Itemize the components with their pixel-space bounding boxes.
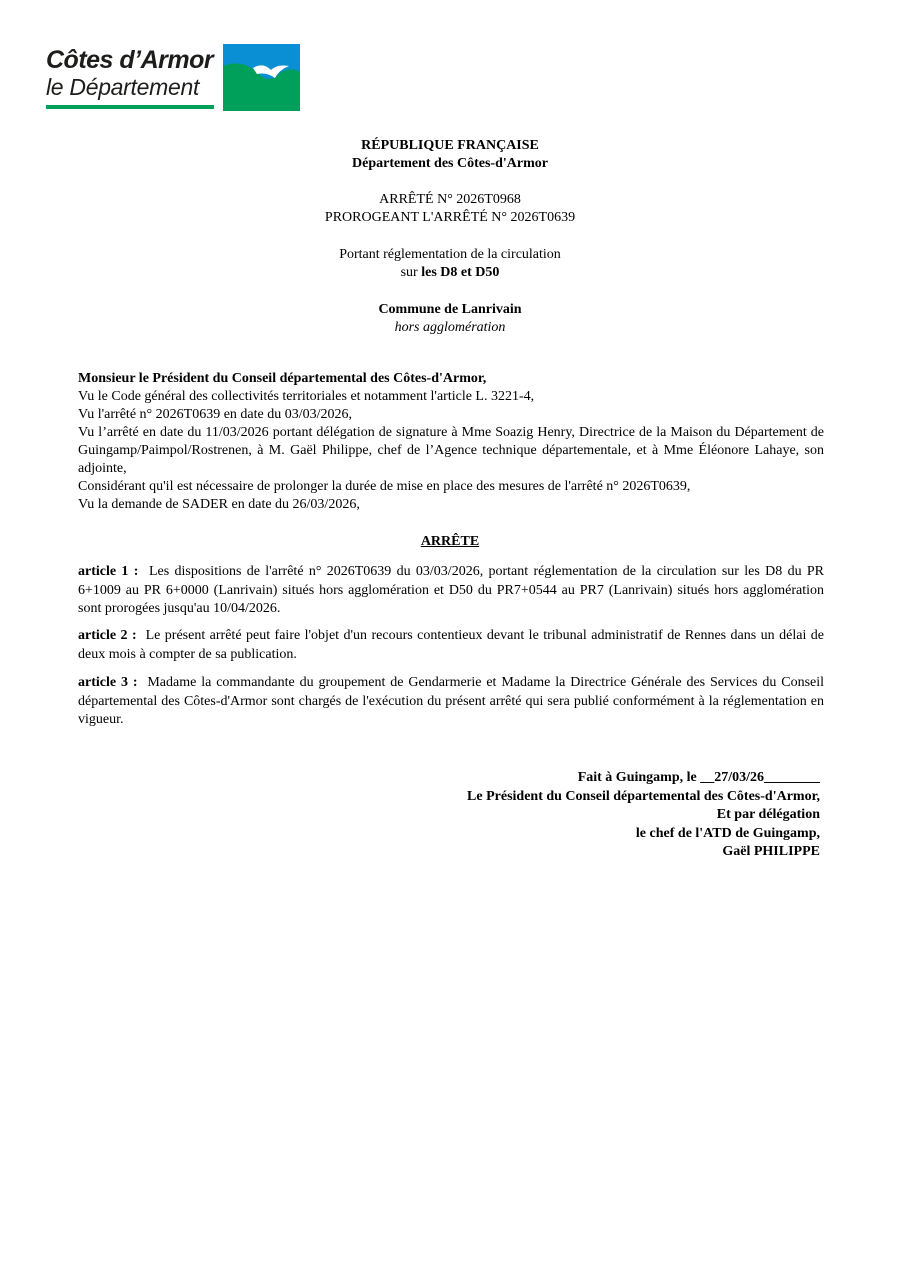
president-line: Monsieur le Président du Conseil départemental des Côtes-d'Armor, <box>78 371 487 386</box>
vu-line: Vu l’arrêté en date du 11/03/2026 portant délégation de signature à Mme Soazig Henry, Directrice de la Maison du Département de Guingamp/Paimpol/Rostrenen, à M. Gaël Philippe, chef de l’Agence technique départementale, et à Mme Éléonore Lahaye, son adjointe, <box>78 425 824 476</box>
department-title: Département des Côtes-d'Armor <box>352 156 548 171</box>
signatory-title: Le Président du Conseil départemental des Côtes-d'Armor, <box>467 788 820 804</box>
subject-prefix: sur <box>400 265 422 280</box>
prorogeant-line: PROROGEANT L'ARRÊTÉ N° 2026T0639 <box>324 210 576 225</box>
article-text: Les dispositions de l'arrêté n° 2026T0639 du 03/03/2026, portant réglementation de la circulation sur les D8 du PR 6+1009 au PR 6+0000 (Lanrivain) situés hors agglomération et D50 du PR7+0544 au PR7 (Lanrivain) situés hors agglomération sont prorogées jusqu'au 10/04/2026. <box>78 564 825 616</box>
vu-line: Vu l'arrêté n° 2026T0639 en date du 03/03/2026, <box>78 407 352 422</box>
republic-title: RÉPUBLIQUE FRANÇAISE <box>361 138 539 153</box>
logo-title: Côtes d’Armor <box>46 46 214 74</box>
arrete-title: ARRÊTE <box>420 534 480 549</box>
vu-line: Vu la demande de SADER en date du 26/03/2026, <box>78 497 360 512</box>
preamble <box>78 370 824 514</box>
logo-subtitle: le Département <box>46 74 200 100</box>
commune-block <box>0 301 900 337</box>
vu-line: Vu le Code général des collectivités territoriales et notamment l'article L. 3221-4, <box>78 389 535 404</box>
logo-underline <box>46 105 214 109</box>
arrete-number: ARRÊTÉ N° 2026T0968 <box>379 192 521 207</box>
signatory-name: Gaël PHILIPPE <box>722 844 820 859</box>
article-3 <box>78 674 824 730</box>
document-header <box>0 137 900 173</box>
subject-roads-line <box>0 264 900 282</box>
signature-block <box>467 769 820 862</box>
subject-block <box>0 246 900 282</box>
signatory-role: le chef de l'ATD de Guingamp, <box>635 825 820 841</box>
delegation-line: Et par délégation <box>716 807 820 822</box>
place-date: Fait à Guingamp, le __27/03/26________ <box>577 770 820 785</box>
logo-emblem-icon <box>223 44 300 111</box>
department-logo <box>46 44 302 114</box>
arrete-header <box>0 191 900 227</box>
commune-name: Commune de Lanrivain <box>378 302 522 317</box>
location-qualifier: hors agglomération <box>394 320 506 335</box>
article-label: article 3 : <box>78 675 138 690</box>
subject-roads: les D8 et D50 <box>421 265 500 280</box>
article-label: article 2 : <box>78 628 137 643</box>
article-text: Le présent arrêté peut faire l'objet d'un recours contentieux devant le tribunal administratif de Rennes dans un délai de deux mois à compter de sa publication. <box>78 628 825 662</box>
article-2 <box>78 627 824 664</box>
article-text: Madame la commandante du groupement de Gendarmerie et Madame la Directrice Générale des Services du Conseil départemental des Côtes-d'Armor sont chargés de l'exécution du présent arrêté qui sera publié conformément à la réglementation en vigueur. <box>78 675 825 727</box>
article-1 <box>78 563 824 619</box>
subject-line: Portant réglementation de la circulation <box>339 247 561 262</box>
article-label: article 1 : <box>78 564 139 579</box>
considerant-line: Considérant qu'il est nécessaire de prolonger la durée de mise en place des mesures de l'arrêté n° 2026T0639, <box>78 479 691 494</box>
